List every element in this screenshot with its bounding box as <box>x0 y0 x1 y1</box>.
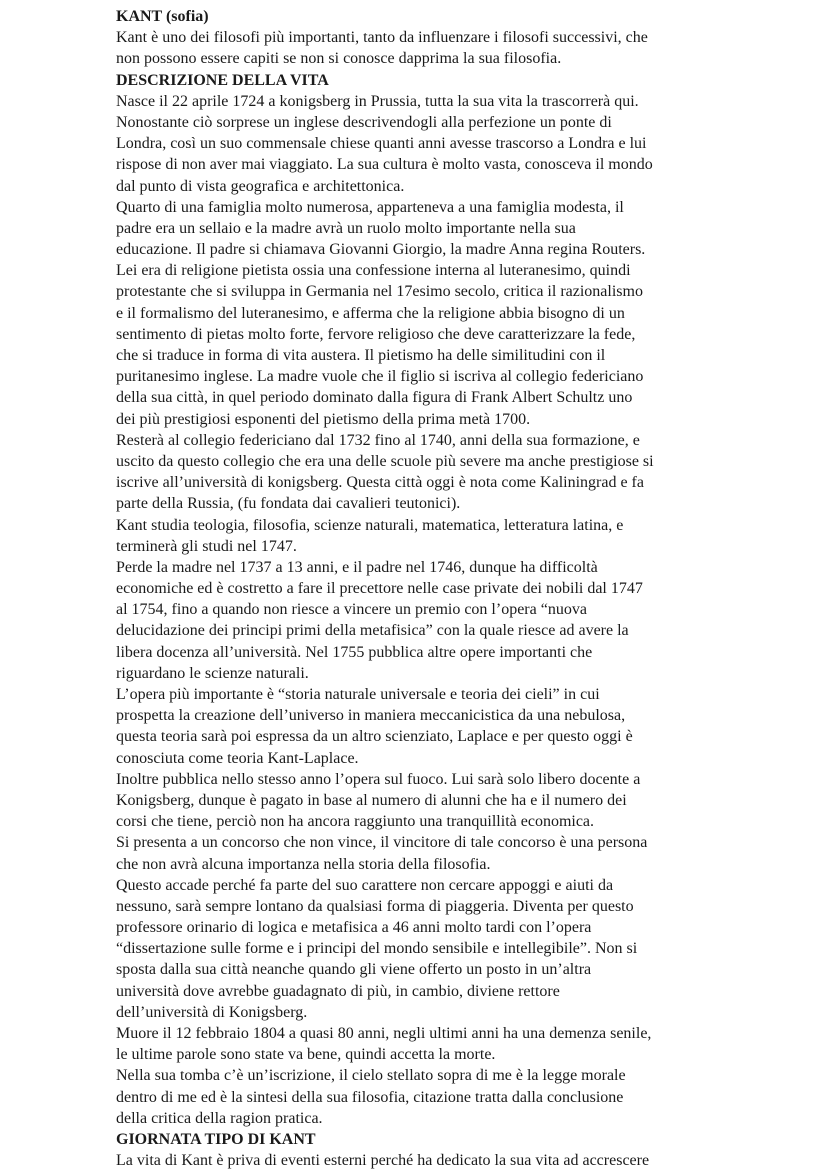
section-heading-giornata: GIORNATA TIPO DI KANT <box>116 1130 316 1148</box>
text-line: della sua città, in quel periodo dominato dalla figura di Frank Albert Schultz uno <box>116 389 633 407</box>
text-line: educazione. Il padre si chiamava Giovanni Giorgio, la madre Anna regina Routers. <box>116 241 646 259</box>
text-line: padre era un sellaio e la madre avrà un ruolo molto importante nella sua <box>116 219 576 237</box>
text-line: professore orinario di logica e metafisica a 46 anni molto tardi con l’opera <box>116 919 592 937</box>
vita-body <box>116 91 722 1129</box>
text-line: che non avrà alcuna importanza nella storia della filosofia. <box>116 855 491 873</box>
text-line: rispose di non aver mai viaggiato. La sua cultura è molto vasta, conosceva il mondo <box>116 156 653 174</box>
text-line: dal punto di vista geografica e architettonica. <box>116 177 405 195</box>
text-line: le ultime parole sono state va bene, quindi accetta la morte. <box>116 1046 496 1064</box>
section-heading-vita: DESCRIZIONE DELLA VITA <box>116 71 329 89</box>
text-line: della critica della ragion pratica. <box>116 1109 323 1127</box>
text-line: corsi che tiene, perciò non ha ancora raggiunto una tranquillità economica. <box>116 813 595 831</box>
text-line: terminerà gli studi nel 1747. <box>116 537 297 555</box>
text-line: Nasce il 22 aprile 1724 a konigsberg in Prussia, tutta la sua vita la trascorrerà qui. <box>116 92 639 110</box>
text-line: Muore il 12 febbraio 1804 a quasi 80 anni, negli ultimi anni ha una demenza senile, <box>116 1025 652 1042</box>
text-line: Inoltre pubblica nello stesso anno l’opera sul fuoco. Lui sarà solo libero docente a <box>116 770 641 788</box>
text-line: libera docenza all’università. Nel 1755 pubblica altre opere importanti che <box>116 643 593 661</box>
text-line: Si presenta a un concorso che non vince, il vincitore di tale concorso è una persona <box>116 834 648 852</box>
text-line: uscito da questo collegio che era una delle scuole più severe ma anche prestigiose si <box>116 452 654 470</box>
text-line: Nonostante ciò sorprese un inglese descrivendogli alla perfezione un ponte di <box>116 113 612 131</box>
document-page <box>116 6 722 1171</box>
giornata-body <box>116 1150 722 1171</box>
text-line: dei più prestigiosi esponenti del pietismo della prima metà 1700. <box>116 410 531 428</box>
text-line: università dove avrebbe guadagnato di più, in cambio, diviene rettore <box>116 982 560 1000</box>
text-line: protestante che si sviluppa in Germania nel 17esimo secolo, critica il razionalismo <box>116 283 643 301</box>
text-line: sentimento di pietas molto forte, fervore religioso che deve caratterizzare la fede, <box>116 325 636 343</box>
text-line: dentro di me ed è la sintesi della sua filosofia, citazione tratta dalla conclusione <box>116 1088 624 1106</box>
text-line: puritanesimo inglese. La madre vuole che il figlio si iscriva al collegio federiciano <box>116 368 644 386</box>
text-line: “dissertazione sulle forme e i principi del mondo sensibile e intellegibile”. Non si <box>116 940 638 958</box>
text-line: conosciuta come teoria Kant-Laplace. <box>116 749 359 767</box>
text-line: non possono essere capiti se non si conosce dapprima la sua filosofia. <box>116 50 562 68</box>
text-line: Lei era di religione pietista ossia una confessione interna al luteranesimo, quindi <box>116 262 631 280</box>
text-line: Konigsberg, dunque è pagato in base al numero di alunni che ha e il numero dei <box>116 791 627 809</box>
text-line: sposta dalla sua città neanche quando gli viene offerto un posto in un’altra <box>116 961 592 979</box>
text-line: delucidazione dei principi primi della metafisica” con la quale riesce ad avere la <box>116 622 629 640</box>
text-line: che si traduce in forma di vita austera. Il pietismo ha delle similitudini con il <box>116 347 606 364</box>
text-line: Perde la madre nel 1737 a 13 anni, e il padre nel 1746, dunque ha difficoltà <box>116 558 598 576</box>
text-line: questa teoria sarà poi espressa da un altro scienziato, Laplace e per questo oggi è <box>116 728 633 746</box>
document-title: KANT (sofia) <box>116 8 209 25</box>
text-line: Kant è uno dei filosofi più importanti, tanto da influenzare i filosofi successivi, che <box>116 29 648 47</box>
text-line: Londra, così un suo commensale chiese quanti anni avesse trascorso a Londra e lui <box>116 135 647 153</box>
text-line: Questo accade perché fa parte del suo carattere non cercare appoggi e aiuti da <box>116 876 614 894</box>
text-line: Kant studia teologia, filosofia, scienze naturali, matematica, letteratura latina, e <box>116 516 624 534</box>
text-line: La vita di Kant è priva di eventi esterni perché ha dedicato la sua vita ad accrescere <box>116 1152 650 1170</box>
text-line: dell’università di Konigsberg. <box>116 1003 308 1021</box>
text-line: al 1754, fino a quando non riesce a vincere un premio con l’opera “nuova <box>116 601 587 619</box>
text-line: nessuno, sarà sempre lontano da qualsiasi forma di piaggeria. Diventa per questo <box>116 897 634 915</box>
text-line: prospetta la creazione dell’universo in maniera meccanicistica da una nebulosa, <box>116 707 626 725</box>
text-line: Quarto di una famiglia molto numerosa, apparteneva a una famiglia modesta, il <box>116 198 624 216</box>
intro-paragraph <box>116 27 722 69</box>
text-line: iscrive all’università di konigsberg. Questa città oggi è nota come Kaliningrad e fa <box>116 474 644 492</box>
text-line: L’opera più importante è “storia naturale universale e teoria dei cieli” in cui <box>116 686 600 703</box>
text-line: parte della Russia, (fu fondata dai cavalieri teutonici). <box>116 495 461 513</box>
text-line: Resterà al collegio federiciano dal 1732 fino al 1740, anni della sua formazione, e <box>116 431 640 449</box>
text-line: e il formalismo del luteranesimo, e afferma che la religione abbia bisogno di un <box>116 304 625 322</box>
text-line: Nella sua tomba c’è un’iscrizione, il cielo stellato sopra di me è la legge morale <box>116 1067 626 1085</box>
text-line: riguardano le scienze naturali. <box>116 664 309 682</box>
text-line: economiche ed è costretto a fare il precettore nelle case private dei nobili dal 1747 <box>116 580 643 598</box>
